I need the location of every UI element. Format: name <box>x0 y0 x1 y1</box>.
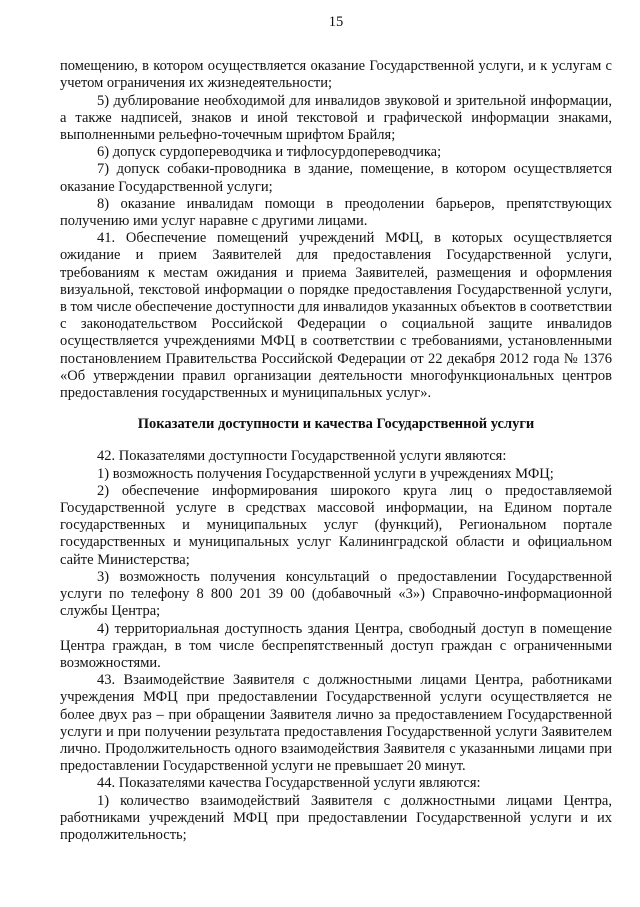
paragraphs-top <box>60 58 612 402</box>
paragraph-42-item-4: 4) территориальная доступность здания Центра, свободный доступ в помещение Центра граждан, в том числе беспрепятственный доступ граждан с ограниченными возможностями. <box>60 620 612 671</box>
section-heading: Показатели доступности и качества Государственной услуги <box>137 416 535 433</box>
paragraph-44: 44. Показателями качества Государственной услуги являются: <box>97 775 481 792</box>
paragraphs-bottom <box>60 448 612 844</box>
page-number: 15 <box>328 14 344 30</box>
paragraph-42-item-1: 1) возможность получения Государственной услуги в учреждениях МФЦ; <box>97 465 554 482</box>
paragraph-41: 41. Обеспечение помещений учреждений МФЦ, в которых осуществляется ожидание и прием Заявителей для предоставления Государственной услуги, требованиям к местам ожидания и приема Заявителей, размещения и оформления визуальной, текстовой информации о порядке предоставления Государственной услуги, в том числе обеспечение доступности для инвалидов указанных объектов в соответствии с законодательством Российской Федерации о социальной защите инвалидов осуществляется учреждениями МФЦ в соответствии с требованиями, установленными постановлением Правительства Российской Федерации от 22 декабря 2012 года № 1376 «Об утверждении правил организации деятельности многофункциональных центров предоставления государственных и муниципальных услуг». <box>60 230 612 402</box>
paragraph-item-6: 6) допуск сурдопереводчика и тифлосурдопереводчика; <box>97 144 442 161</box>
paragraph-item-8: 8) оказание инвалидам помощи в преодолении барьеров, препятствующих получению ими услуг наравне с другими лицами. <box>60 195 612 230</box>
paragraph-continuation: помещению, в котором осуществляется оказание Государственной услуги, и к услугам с учетом ограничения их жизнедеятельности; <box>60 58 612 92</box>
paragraph-42-item-3: 3) возможность получения консультаций о предоставлении Государственной услуги по телефону 8 800 201 39 00 (добавочный «3») Справочно-информационной службы Центра; <box>60 568 612 620</box>
paragraph-item-5: 5) дублирование необходимой для инвалидов звуковой и зрительной информации, а также надписей, знаков и иной текстовой и графической информации знаками, выполненными рельефно-точечным шрифтом Брайля; <box>60 92 612 144</box>
document-page <box>60 14 612 844</box>
paragraph-44-item-1: 1) количество взаимодействий Заявителя с должностными лицами Центра, работниками учреждений МФЦ при предоставлении Государственной услуги и их продолжительность; <box>60 792 612 843</box>
paragraph-42: 42. Показателями доступности Государственной услуги являются: <box>97 448 507 465</box>
paragraph-item-7: 7) допуск собаки-проводника в здание, помещение, в котором осуществляется оказание Государственной услуги; <box>60 161 612 195</box>
paragraph-43: 43. Взаимодействие Заявителя с должностными лицами Центра, работниками учреждения МФЦ при предоставлении Государственной услуги осуществляется не более двух раз – при обращении Заявителя лично за предоставлением Государственной услуги и при получении результата предоставления Государственной услуги Заявителем лично. Продолжительность одного взаимодействия Заявителя с указанными лицами при предоставлении Государственной услуги не превышает 20 минут. <box>60 672 612 775</box>
paragraph-42-item-2: 2) обеспечение информирования широкого круга лиц о предоставляемой Государственной услуге в средствах массовой информации, на Едином портале государственных и муниципальных услуг (функций), Региональном портале государственных и муниципальных услуг Калининградской области и официальном сайте Министерства; <box>60 482 612 568</box>
